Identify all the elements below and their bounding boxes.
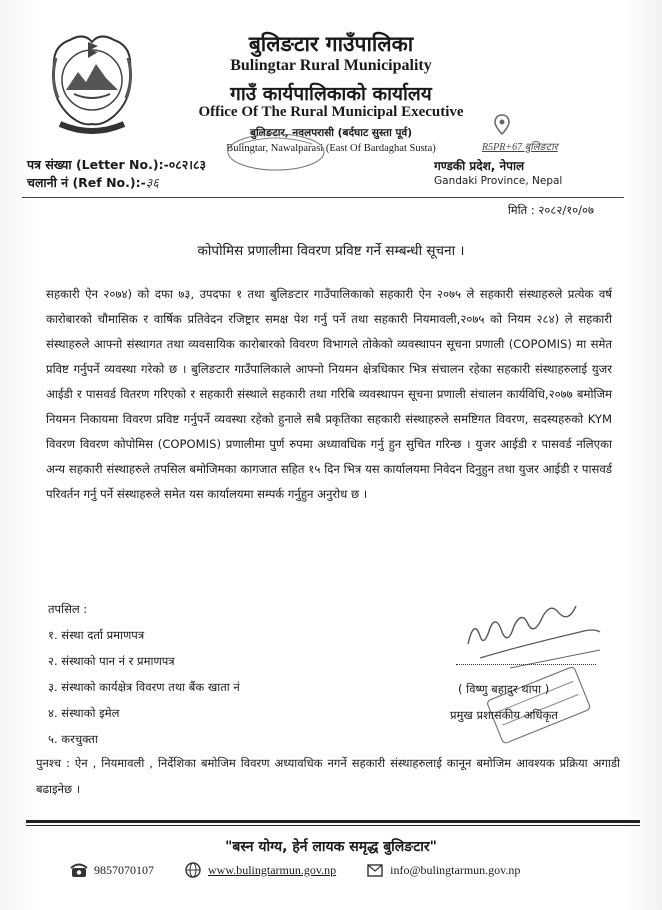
province-en: Gandaki Province, Nepal (434, 175, 563, 187)
plus-code: R5PR+67 बुलिङटार (482, 142, 558, 153)
signatory-name: ( विष्णु बहादुर थापा ) (458, 682, 550, 696)
address-en: Bulingtar, Nawalparasi (East Of Bardaghat Susta) (226, 143, 436, 154)
footer-phone: 9857070107 (94, 862, 154, 877)
reference-number-label: चलानी नं (Ref No.):- (27, 175, 146, 190)
list-item: ४. संस्थाको इमेल (48, 706, 120, 720)
subject-heading: कोपोमिस प्रणालीमा विवरण प्रविष्ट गर्ने सम्बन्धी सूचना । (197, 243, 465, 259)
province-np: गण्डकी प्रदेश, नेपाल (434, 159, 525, 173)
office-name-en: Office Of The Rural Municipal Executive (198, 104, 464, 120)
phone-icon (70, 862, 88, 878)
reference-number-value: ३६ (145, 175, 159, 190)
globe-icon (184, 862, 202, 878)
municipality-name-np: बुलिङटार गाउँपालिका (248, 32, 414, 56)
municipality-name-en: Bulingtar Rural Municipality (230, 57, 432, 74)
footer-divider-thin (26, 825, 640, 826)
footer-website-link[interactable]: www.bulingtarmun.gov.np (208, 862, 337, 877)
list-item: १. संस्था दर्ता प्रमाणपत्र (48, 628, 145, 642)
location-pin-icon (494, 114, 510, 136)
letter-number (27, 156, 206, 173)
signature-line (456, 656, 596, 665)
postscript: पुनश्च : ऐन , नियमावली , निर्देशिका बमोजिम विवरण अध्यावधिक नगर्ने सहकारी संस्थाहरुलाई कानून बमोजिम आवश्यक प्रक्रिया अगाडी बढाइनेछ । (36, 756, 620, 796)
notice-body: सहकारी ऐन २०७४) को दफा ७३, उपदफा १ तथा बुलिङटार गाउँपालिकाको सहकारी ऐन २०७५ ले सहकारी संस्थाहरुले प्रत्येक वर्ष कारोबारको चौमासिक र वार्षिक प्रतिवेदन रजिष्ट्रार समक्ष पेश गर्नु पर्ने तथा सहकारी नियमावली,२०७५ को नियम २८४) ले सहकारी संस्थाहरुले आफ्नो संस्थागत तथा व्यवसायिक कारोबारको विवरण विभागले तोकेको व्यवस्थापन सूचना प्रणाली (COPOMIS) मा समेत प्रविष्ट गर्नुपर्ने व्यवस्था गरेको छ । बुलिङटार गाउँपालिकाले आफ्नो नियमन क्षेत्रधिकार भित्र संचालन रहेका सहकारी संस्थाहरुलाई युजर आईडी र पासवर्ड वितरण गरिएको र सहकारी संस्थाले सहकारी तथा गरिबि व्यवस्थापन सूचना प्रणाली संचालन कार्यविधि,२०७७ बमोजिम नियमन निकायमा विवरण प्रविष्ट गर्नुपर्ने व्यवस्था रहेको हुनाले सबै प्रकृतिका सहकारी संस्थाहरुले समष्टिगत विवरण, सदस्यहरुको KYM विवरण विवरण कोपोमिस (COPOMIS) प्रणालीमा पुर्ण रुपमा अध्यावधिक गर्नु हुन सुचित गरिन्छ । युजर आईडी र पासवर्ड नलिएका अन्य सहकारी संस्थाहरुले तपसिल बमोजिमका कागजात सहित १५ दिन भित्र यस कार्यालयमा निवेदन दिनुहुन तथा युजर आईडी र पासवर्ड परिवर्तन गर्नु पर्ने संस्थाहरुले समेत यस कार्यालयमा सम्पर्क गर्नुहुन अनुरोध छ । (46, 287, 612, 501)
signatory-title: प्रमुख प्रशासकीय अधिकृत (450, 708, 558, 722)
office-name-np: गाउँ कार्यपालिकाको कार्यालय (230, 83, 432, 105)
letter-number-value: ०८२।८३ (168, 157, 207, 172)
attachment-list-title: तपसिल : (48, 602, 88, 616)
reference-number (27, 174, 159, 191)
footer-email[interactable]: info@bulingtarmun.gov.np (390, 862, 521, 877)
footer-slogan: "बस्न योग्य, हेर्न लायक समृद्ध बुलिङटार" (225, 839, 437, 855)
email-icon (366, 862, 384, 878)
list-item: ५. करचुक्ता (48, 732, 98, 746)
letter-number-label: पत्र संख्या (Letter No.):- (27, 157, 169, 172)
list-item: २. संस्थाको पान नं र प्रमाणपत्र (48, 654, 175, 668)
office-seal-icon (484, 666, 594, 746)
list-item: ३. संस्थाको कार्यक्षेत्र विवरण तथा बैंक खाता नं (48, 680, 240, 694)
address-np: बुलिङटार, नवलपरासी (बर्दघाट सुस्ता पूर्व) (249, 127, 413, 139)
footer-contacts (70, 862, 520, 878)
header-divider (22, 197, 624, 198)
letter-date: मिति : २०८२/१०/०७ (507, 203, 594, 217)
received-stamp-icon (220, 128, 332, 176)
footer-divider (26, 820, 640, 823)
attachment-list (48, 627, 240, 757)
